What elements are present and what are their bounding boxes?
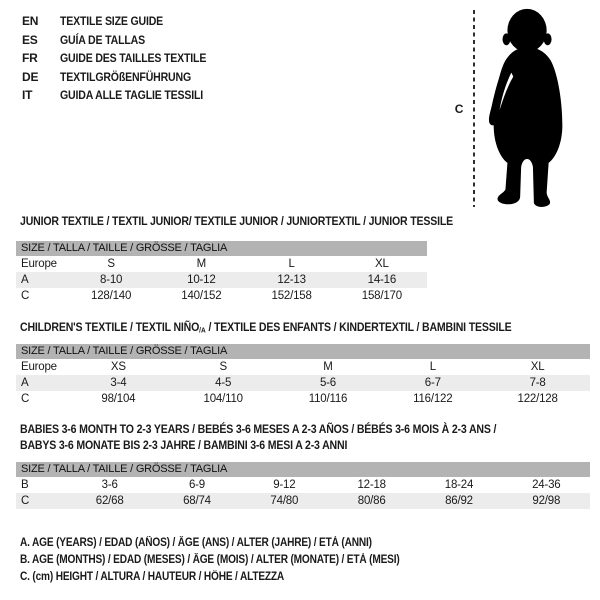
value-cell: 128/140	[91, 290, 132, 302]
title-prefix: CHILDREN'S TEXTILE / TEXTIL NIÑO	[20, 320, 200, 334]
children-table-header	[16, 344, 590, 359]
language-code: EN	[22, 14, 39, 28]
size-cell: M	[323, 361, 333, 373]
value-cell: 12-13	[277, 274, 306, 286]
value-cell: 14-16	[367, 274, 397, 286]
junior-table-header	[16, 241, 427, 256]
children-table	[16, 359, 590, 407]
language-title: GUÍA DE TALLAS	[60, 32, 145, 47]
junior-table-title	[20, 214, 512, 228]
footnote-age-years	[20, 537, 420, 549]
value-cell: 92/98	[532, 495, 561, 507]
language-title: GUIDE DES TAILLES TEXTILE	[60, 51, 207, 66]
size-cell: L	[429, 361, 436, 373]
row-label: Europe	[21, 258, 57, 270]
language-title: TEXTILE SIZE GUIDE	[60, 14, 164, 28]
value-cell: 18-24	[444, 479, 474, 491]
value-cell: 80/86	[357, 495, 386, 507]
table-row	[16, 391, 590, 407]
language-title-block	[22, 12, 226, 105]
size-cell: XL	[530, 361, 545, 373]
value-cell: 74/80	[270, 495, 299, 507]
table-row	[16, 477, 590, 493]
value-cell: 5-6	[319, 377, 336, 389]
junior-table-title-text: JUNIOR TEXTILE / TEXTIL JUNIOR/ TEXTILE JUNIOR / JUNIORTEXTIL / JUNIOR TESSILE	[20, 214, 453, 228]
footnote-text: C. (cm) HEIGHT / ALTURA / HAUTEUR / HÖHE / ALTEZZA	[20, 571, 285, 583]
title-subscript: /A	[199, 325, 206, 335]
table-row	[16, 493, 590, 509]
value-cell: 116/122	[413, 393, 453, 405]
value-cell: 122/128	[517, 393, 558, 405]
babies-title-text-1: BABIES 3-6 MONTH TO 2-3 YEARS / BEBÉS 3-6 MESES A 2-3 AÑOS / BÉBÉS 3-6 MOIS À 2-3 ANS /	[20, 422, 497, 436]
value-cell: 104/110	[203, 393, 243, 405]
value-cell: 24-36	[532, 479, 561, 491]
row-label: Europe	[21, 361, 57, 373]
size-header-label: SIZE / TALLA / TAILLE / GRÖSSE / TAGLIA	[21, 345, 228, 357]
language-code: FR	[22, 51, 38, 66]
size-cell: XS	[110, 361, 126, 373]
children-table-title-text	[20, 320, 511, 335]
children-table-title	[20, 320, 579, 335]
language-code: DE	[22, 69, 39, 84]
size-cell: S	[107, 258, 115, 270]
value-cell: 12-18	[357, 479, 386, 491]
table-row	[16, 256, 427, 272]
size-cell: M	[196, 258, 207, 270]
language-title: TEXTILGRÖßENFÜHRUNG	[60, 69, 192, 84]
table-row	[16, 375, 590, 391]
value-cell: 3-4	[110, 377, 127, 389]
value-cell: 158/170	[361, 290, 402, 302]
value-cell: 4-5	[215, 377, 232, 389]
row-label: C	[21, 290, 30, 302]
language-row	[22, 68, 226, 87]
value-cell: 10-12	[187, 274, 216, 286]
size-header-label: SIZE / TALLA / TAILLE / GRÖSSE / TAGLIA	[21, 242, 228, 254]
value-cell: 152/158	[271, 290, 312, 302]
value-cell: 3-6	[101, 479, 118, 491]
value-cell: 9-12	[273, 479, 296, 491]
language-row	[22, 86, 226, 105]
footnote-height	[20, 571, 320, 583]
footnote-text: A. AGE (YEARS) / EDAD (AÑOS) / ÂGE (ANS) / ALTER (JAHRE) / ETÀ (ANNI)	[20, 537, 372, 549]
row-label: B	[21, 479, 29, 491]
size-cell: S	[219, 361, 227, 373]
language-code: IT	[22, 88, 33, 103]
value-cell: 62/68	[95, 495, 124, 507]
language-code: ES	[22, 32, 38, 47]
language-row	[22, 49, 226, 68]
babies-table-title-line2	[20, 438, 392, 452]
value-cell: 110/116	[308, 393, 348, 405]
size-cell: L	[288, 258, 295, 270]
value-cell: 68/74	[183, 495, 211, 507]
language-row	[22, 31, 226, 50]
row-label: C	[21, 495, 30, 507]
babies-table-title-line1	[20, 422, 561, 436]
footnote-age-months	[20, 554, 451, 566]
table-row	[16, 288, 427, 304]
footnote-text: B. AGE (MONTHS) / EDAD (MESES) / ÂGE (MOIS) / ALTER (MONATE) / ETÀ (MESI)	[20, 554, 400, 566]
baby-silhouette-icon	[484, 4, 574, 210]
title-suffix: / TEXTILE DES ENFANTS / KINDERTEXTIL / BAMBINI TESSILE	[205, 320, 512, 334]
language-row	[22, 12, 226, 31]
size-header-label: SIZE / TALLA / TAILLE / GRÖSSE / TAGLIA	[21, 463, 228, 475]
value-cell: 6-7	[424, 377, 441, 389]
value-cell: 86/92	[445, 495, 473, 507]
value-cell: 8-10	[100, 274, 123, 286]
row-label: C	[21, 393, 30, 405]
value-cell: 98/104	[101, 393, 136, 405]
value-cell: 140/152	[181, 290, 222, 302]
babies-table	[16, 477, 590, 509]
row-label: A	[21, 274, 29, 286]
babies-title-text-2: BABYS 3-6 MONATE BIS 2-3 JAHRE / BAMBINI 3-6 MESI A 2-3 ANNI	[20, 438, 348, 452]
babies-table-header	[16, 462, 590, 477]
junior-table	[16, 256, 427, 304]
size-cell: XL	[375, 258, 389, 270]
height-label: C	[454, 102, 464, 116]
language-title: GUIDA ALLE TAGLIE TESSILI	[60, 88, 204, 103]
row-label: A	[21, 377, 29, 389]
table-row	[16, 359, 590, 375]
table-row	[16, 272, 427, 288]
value-cell: 7-8	[529, 377, 546, 389]
height-measure-line	[473, 10, 475, 207]
value-cell: 6-9	[188, 479, 205, 491]
